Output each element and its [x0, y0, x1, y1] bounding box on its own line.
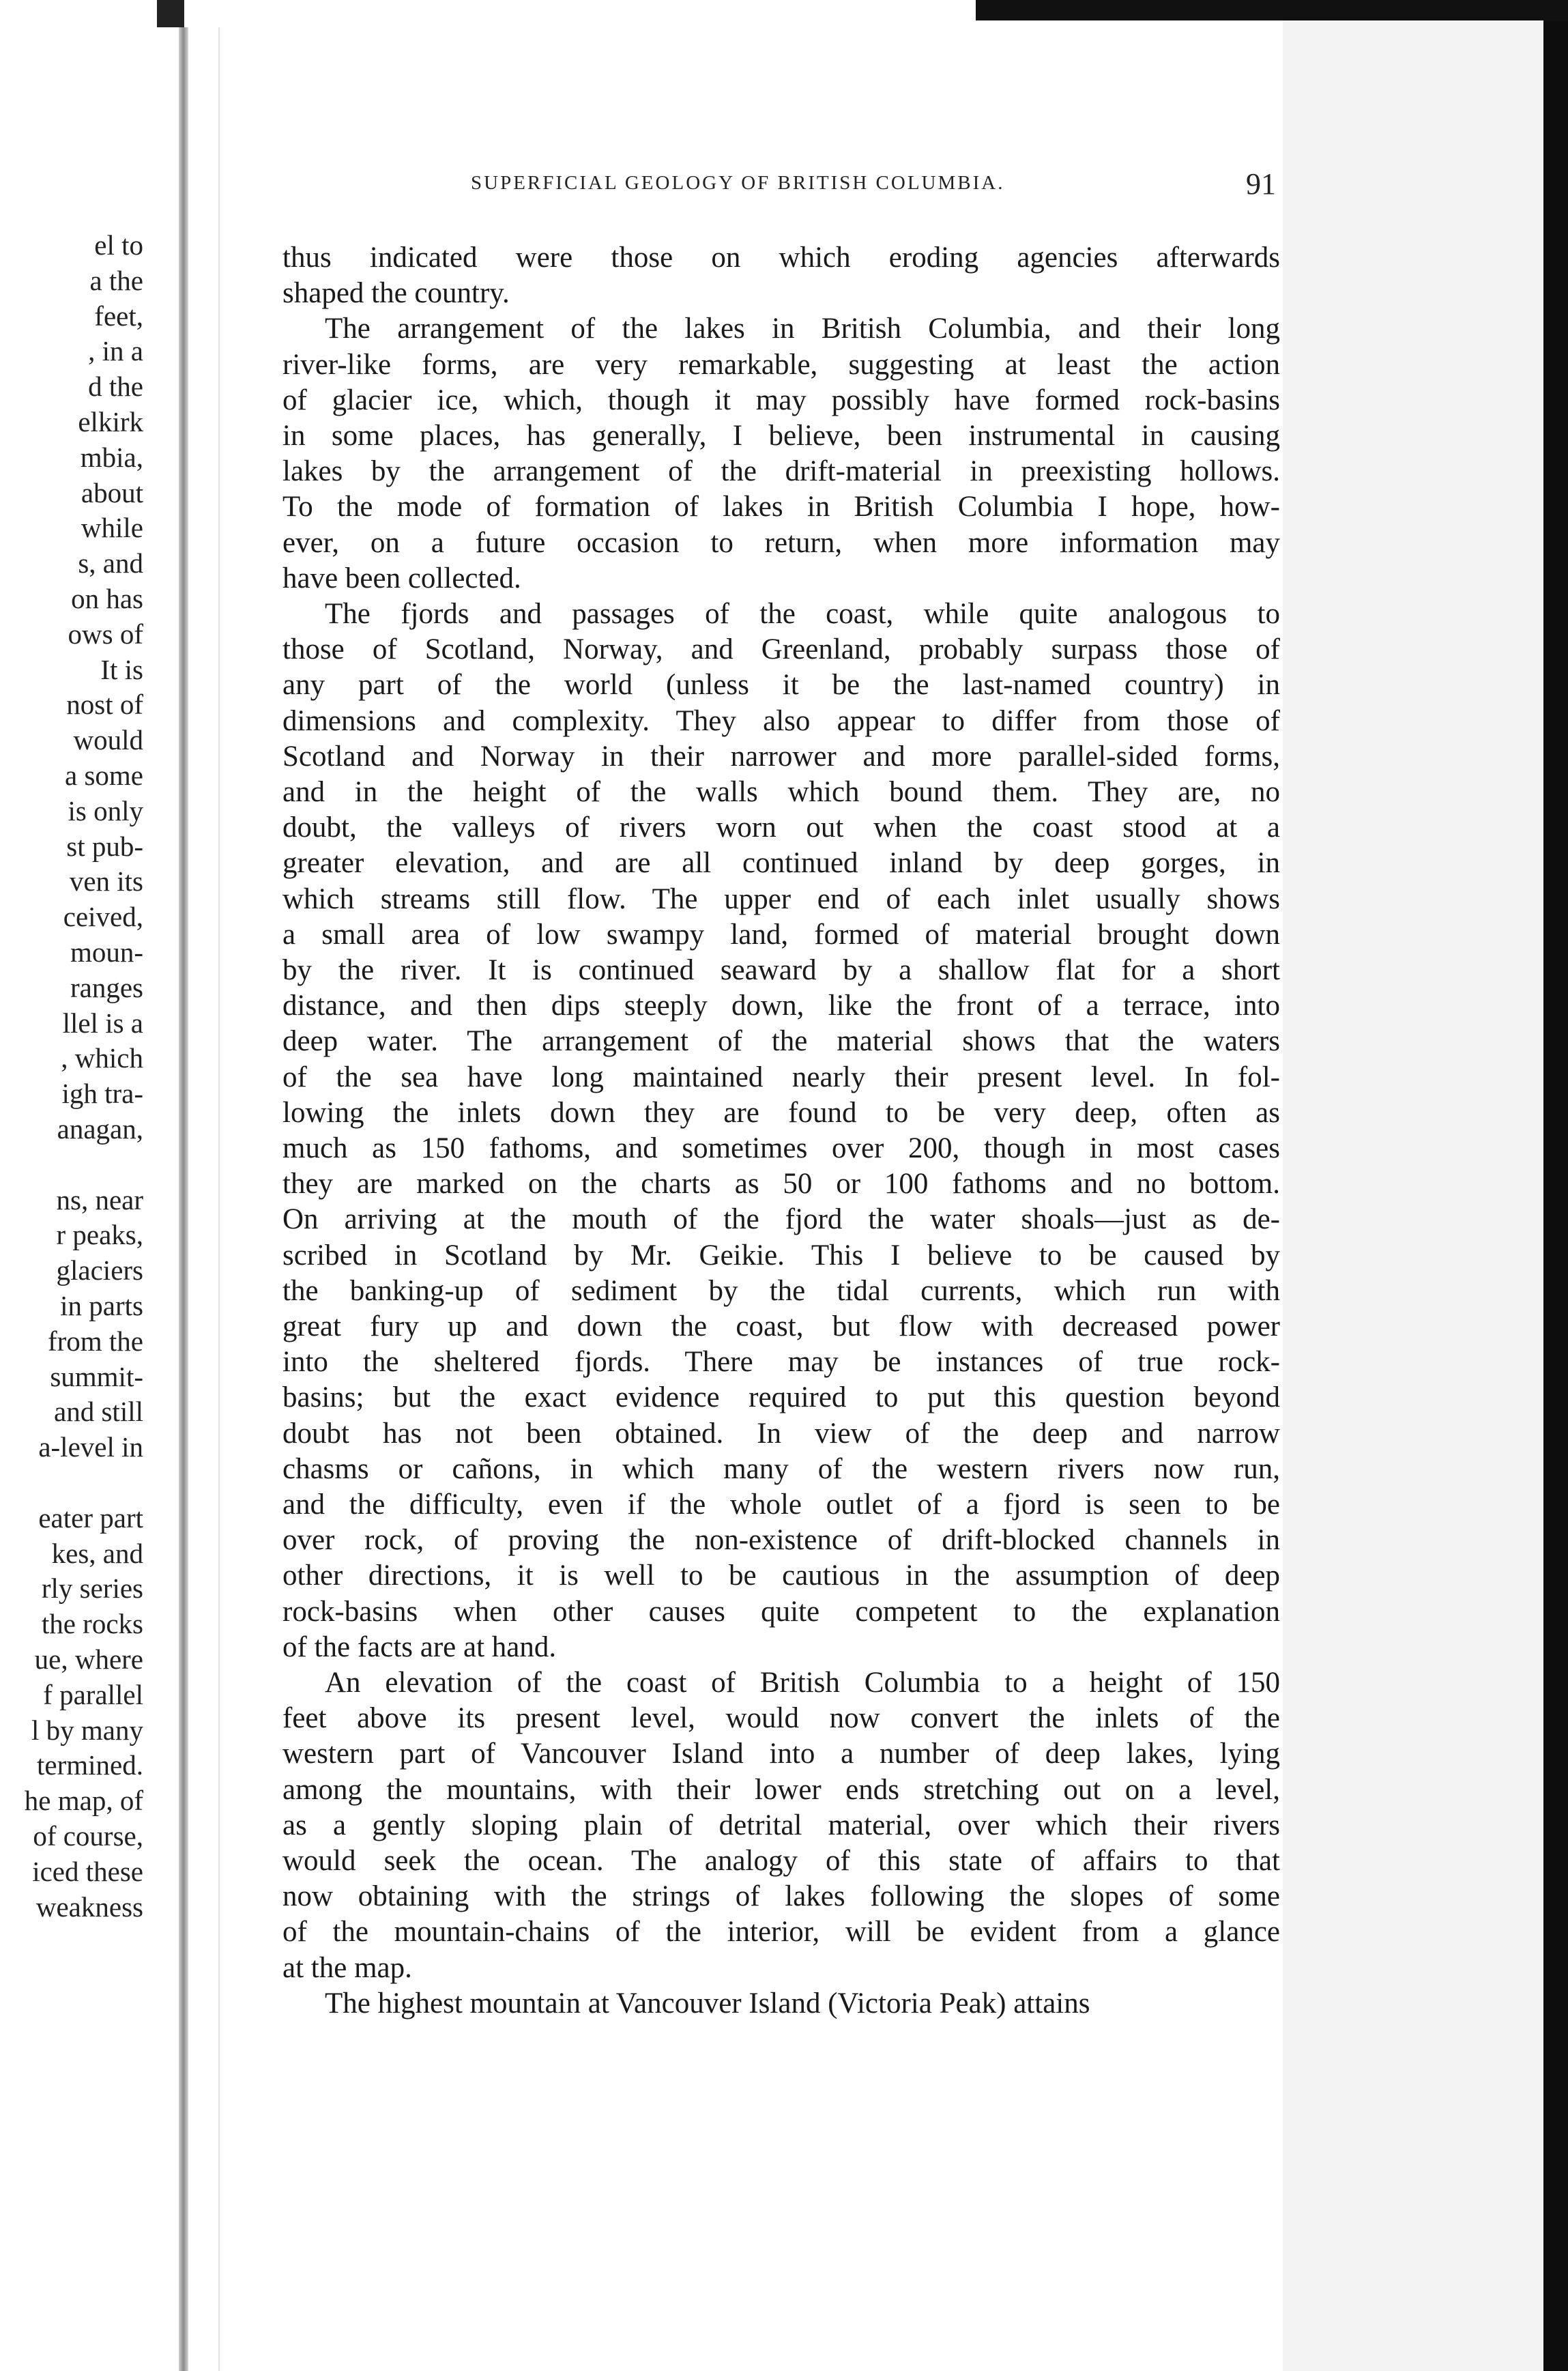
text-line: western part of Vancouver Island into a number of deep lakes, lying [282, 1738, 1280, 1770]
left-fragment-line: a the [89, 264, 143, 296]
left-fragment-line: ns, near [56, 1183, 143, 1216]
text-line: in some places, has generally, I believe, been instrumental in causing [282, 420, 1280, 452]
left-fragment-line: d the [88, 371, 143, 403]
text-line: over rock, of proving the non-existence of drift-blocked channels in [282, 1524, 1280, 1557]
text-line: river-like forms, are very remarkable, suggesting at least the action [282, 348, 1280, 381]
left-fragment-line: It is [100, 653, 143, 685]
text-line: by the river. It is continued seaward by a shallow flat for a short [282, 954, 1280, 986]
text-line: those of Scotland, Norway, and Greenland, probably surpass those of [282, 633, 1280, 666]
left-fragment-line: st pub- [66, 830, 143, 862]
text-line: The arrangement of the lakes in British Columbia, and their long [325, 313, 1280, 345]
left-fragment-line: from the [47, 1325, 143, 1357]
left-fragment-line: while [81, 512, 143, 544]
left-fragment-line: kes, and [51, 1537, 143, 1569]
text-line: of the mountain-chains of the interior, will be evident from a glance [282, 1916, 1280, 1949]
left-fragment-line: a some [65, 760, 143, 791]
left-fragment-line: feet, [94, 300, 143, 332]
left-fragment-line: r peaks, [56, 1219, 143, 1251]
text-line: at the map. [282, 1951, 412, 1984]
left-fragment-line: f parallel [43, 1678, 143, 1710]
text-line: distance, and then dips steeply down, like the front of a terrace, into [282, 990, 1280, 1022]
text-line: into the sheltered fjords. There may be instances of true rock- [282, 1346, 1280, 1379]
left-fragment-line: s, and [78, 547, 143, 579]
left-fragment-line: about [81, 476, 143, 508]
text-line: a small area of low swampy land, formed of material brought down [282, 918, 1280, 951]
text-line: now obtaining with the strings of lakes following the slopes of some [282, 1880, 1280, 1913]
left-fragment-line: anagan, [57, 1113, 143, 1145]
left-fragment-line: , in a [88, 335, 143, 367]
left-fragment-line: iced these [32, 1855, 143, 1887]
left-fragment-line: llel is a [62, 1007, 143, 1039]
text-line: scribed in Scotland by Mr. Geikie. This I believe to be caused by [282, 1239, 1280, 1271]
scan-mark [157, 0, 184, 27]
left-fragment-line: nost of [66, 689, 143, 721]
text-line: shaped the country. [282, 277, 510, 310]
text-line: as a gently sloping plain of detrital material, over which their rivers [282, 1809, 1280, 1841]
text-line: To the mode of formation of lakes in British Columbia I hope, how- [282, 491, 1280, 523]
scan-right-edge [1543, 20, 1568, 2371]
page-number: 91 [1246, 167, 1276, 201]
text-line: of the facts are at hand. [282, 1630, 557, 1663]
left-fragment-line: is only [68, 794, 143, 827]
text-line: deep water. The arrangement of the material shows that the waters [282, 1025, 1280, 1058]
left-fragment-line: moun- [70, 936, 143, 968]
text-line: The fjords and passages of the coast, while quite analogous to [325, 598, 1280, 630]
left-fragment-line: eater part [38, 1501, 143, 1534]
text-line: doubt, the valleys of rivers worn out when the coast stood at a [282, 811, 1280, 844]
text-line: doubt has not been obtained. In view of the deep and narrow [282, 1417, 1280, 1450]
gutter-line [218, 27, 220, 2371]
text-line: much as 150 fathoms, and sometimes over 200, though in most cases [282, 1132, 1280, 1164]
left-fragment-line: el to [94, 229, 143, 261]
left-fragment-line: summit- [50, 1360, 143, 1392]
text-line: and in the height of the walls which bound them. They are, no [282, 776, 1280, 808]
left-fragment-line: elkirk [78, 406, 143, 437]
running-header: SUPERFICIAL GEOLOGY OF BRITISH COLUMBIA. [471, 172, 1005, 194]
left-fragment-line: termined. [37, 1749, 143, 1781]
left-fragment-line: ranges [70, 971, 143, 1003]
text-line: would seek the ocean. The analogy of this state of affairs to that [282, 1845, 1280, 1877]
left-fragment-line: the rocks [41, 1608, 143, 1640]
text-line: any part of the world (unless it be the last-named country) in [282, 669, 1280, 702]
text-line: ever, on a future occasion to return, when more information may [282, 526, 1280, 559]
left-fragment-line: on has [71, 583, 143, 614]
left-fragment-line: igh tra- [61, 1078, 143, 1110]
text-line: Scotland and Norway in their narrower and more parallel-sided forms, [282, 740, 1280, 773]
left-fragment-line: in parts [60, 1290, 143, 1321]
text-line: The highest mountain at Vancouver Island (Victoria Peak) attains [325, 1987, 1090, 2020]
text-line: thus indicated were those on which eroding agencies afterwards [282, 242, 1280, 274]
text-line: On arriving at the mouth of the fjord the water shoals—just as de- [282, 1203, 1280, 1236]
left-fragment-line: glaciers [56, 1254, 143, 1287]
left-fragment-line: weakness [35, 1891, 143, 1923]
left-fragment-line: ceived, [63, 901, 143, 933]
text-line: greater elevation, and are all continued inland by deep gorges, in [282, 847, 1280, 880]
left-fragment-line: of course, [33, 1820, 143, 1852]
text-line: of the sea have long maintained nearly their present level. In fol- [282, 1061, 1280, 1093]
left-fragment-line: mbia, [80, 441, 143, 473]
left-fragment-line: l by many [31, 1714, 143, 1746]
left-fragment-line: he map, of [24, 1785, 143, 1817]
left-fragment-line: a-level in [38, 1431, 143, 1463]
left-fragment-line: , which [61, 1042, 143, 1074]
left-fragment-line: ows of [68, 618, 143, 650]
text-line: rock-basins when other causes quite competent to the explanation [282, 1595, 1280, 1628]
text-line: and the difficulty, even if the whole outlet of a fjord is seen to be [282, 1489, 1280, 1521]
text-line: dimensions and complexity. They also appear to differ from those of [282, 704, 1280, 737]
scan-top-band [0, 0, 1568, 20]
text-line: other directions, it is well to be cautious in the assumption of deep [282, 1560, 1280, 1592]
scan-dark-strip [976, 0, 1568, 20]
text-line: lakes by the arrangement of the drift-material in preexisting hollows. [282, 455, 1280, 488]
left-fragment-line: would [73, 724, 143, 756]
text-line: of glacier ice, which, though it may possibly have formed rock-basins [282, 384, 1280, 416]
text-line: An elevation of the coast of British Columbia to a height of 150 [325, 1667, 1280, 1699]
text-line: feet above its present level, would now convert the inlets of the [282, 1702, 1280, 1735]
text-line: have been collected. [282, 562, 521, 594]
text-line: the banking-up of sediment by the tidal currents, which run with [282, 1274, 1280, 1307]
text-line: great fury up and down the coast, but flow with decreased power [282, 1310, 1280, 1342]
text-line: among the mountains, with their lower ends stretching out on a level, [282, 1773, 1280, 1806]
left-fragment-line: ue, where [34, 1643, 143, 1675]
text-line: which streams still flow. The upper end of each inlet usually shows [282, 882, 1280, 915]
text-line: basins; but the exact evidence required to put this question beyond [282, 1381, 1280, 1414]
book-gutter [179, 27, 188, 2371]
left-fragment-line: rly series [41, 1572, 143, 1605]
left-fragment-line: and still [54, 1396, 143, 1428]
text-line: chasms or cañons, in which many of the western rivers now run, [282, 1452, 1280, 1485]
text-line: lowing the inlets down they are found to be very deep, often as [282, 1096, 1280, 1129]
left-fragment-line: ven its [69, 865, 143, 897]
text-line: they are marked on the charts as 50 or 100 fathoms and no bottom. [282, 1168, 1280, 1201]
page-right-margin [1283, 20, 1543, 2371]
